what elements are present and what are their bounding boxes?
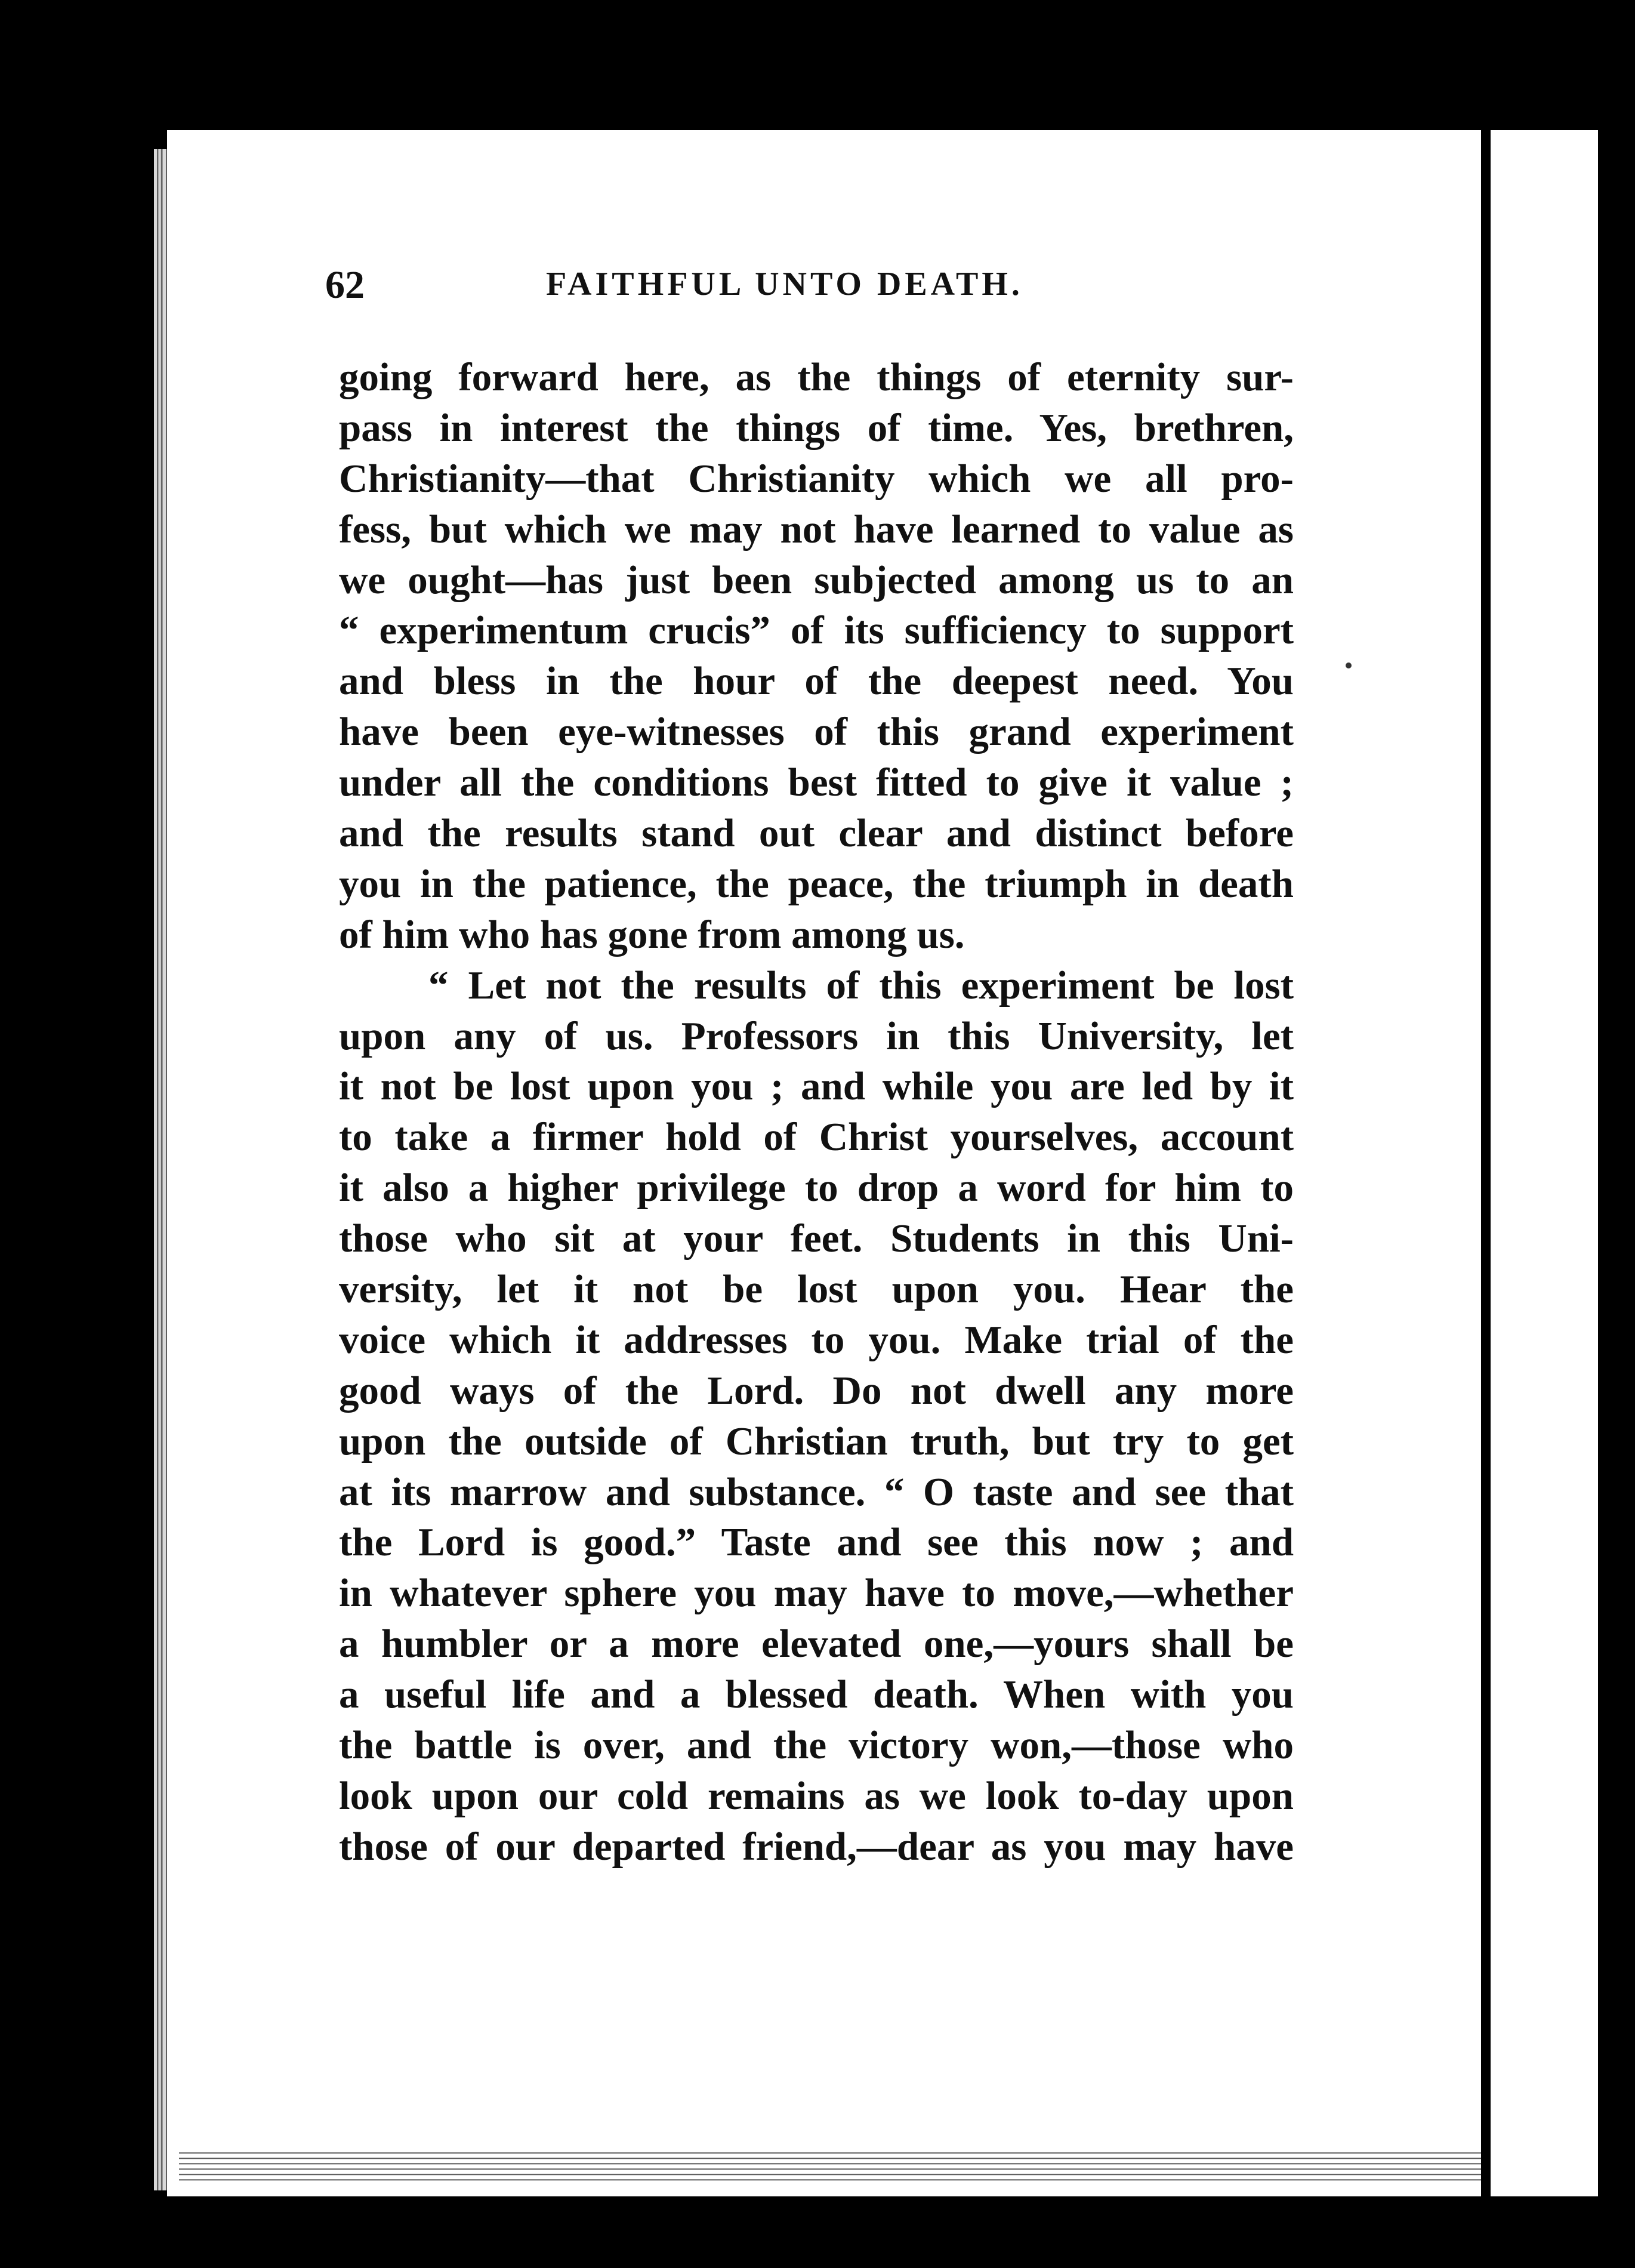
text-line: the Lord is good.” Taste and see this now ; and [339,1520,1294,1565]
text-line: and the results stand out clear and distinct before [339,811,1294,856]
running-header [325,263,1304,316]
text-line: the battle is over, and the victory won,—those who [339,1723,1294,1768]
text-line: and bless in the hour of the deepest need. You [339,659,1294,704]
text-line: at its marrow and substance. “ O taste and see that [339,1469,1294,1514]
text-line: it also a higher privilege to drop a word for him to [339,1166,1294,1210]
text-line: “ Let not the results of this experiment be lost [428,963,1294,1007]
text-line: upon the outside of Christian truth, but try to get [339,1419,1294,1463]
text-line: in whatever sphere you may have to move,—whether [339,1571,1294,1616]
text-line: those of our departed friend,—dear as you may have [339,1824,1294,1869]
text-line: a humbler or a more elevated one,—yours shall be [339,1622,1294,1666]
page-gutter-shadow [1481,130,1491,2196]
paper-speck [1346,662,1352,668]
text-line: you in the patience, the peace, the triumph in death [339,861,1294,906]
text-line: fess, but which we may not have learned to value as [339,507,1294,551]
text-line: of him who has gone from among us. [339,912,965,957]
text-line: a useful life and a blessed death. When with you [339,1672,1294,1717]
text-line: look upon our cold remains as we look to-day upon [339,1773,1294,1818]
text-line: pass in interest the things of time. Yes, brethren, [339,405,1294,450]
text-line: versity, let it not be lost upon you. Hear the [339,1267,1294,1312]
text-line: going forward here, as the things of eternity sur- [339,355,1294,399]
text-line: voice which it addresses to you. Make trial of the [339,1317,1294,1362]
text-line: good ways of the Lord. Do not dwell any more [339,1368,1294,1413]
text-line: under all the conditions best fitted to give it value ; [339,760,1294,805]
text-line: Christianity—that Christianity which we all pro- [339,456,1294,501]
text-line: we ought—has just been subjected among us to an [339,557,1294,602]
text-line: have been eye-witnesses of this grand experiment [339,710,1294,754]
text-line: those who sit at your feet. Students in this Uni- [339,1216,1294,1261]
body-text [339,352,1294,1872]
text-line: to take a firmer hold of Christ yourselves, account [339,1115,1294,1160]
book-bottom-edges [179,2149,1489,2184]
running-title: FAITHFUL UNTO DEATH. [546,266,1023,303]
page-number: 62 [325,263,365,307]
text-line: it not be lost upon you ; and while you are led by it [339,1064,1294,1109]
opposite-page-edge [1491,130,1598,2196]
text-line: upon any of us. Professors in this University, let [339,1013,1294,1058]
text-line: “ experimentum crucis” of its sufficiency to support [339,608,1294,653]
